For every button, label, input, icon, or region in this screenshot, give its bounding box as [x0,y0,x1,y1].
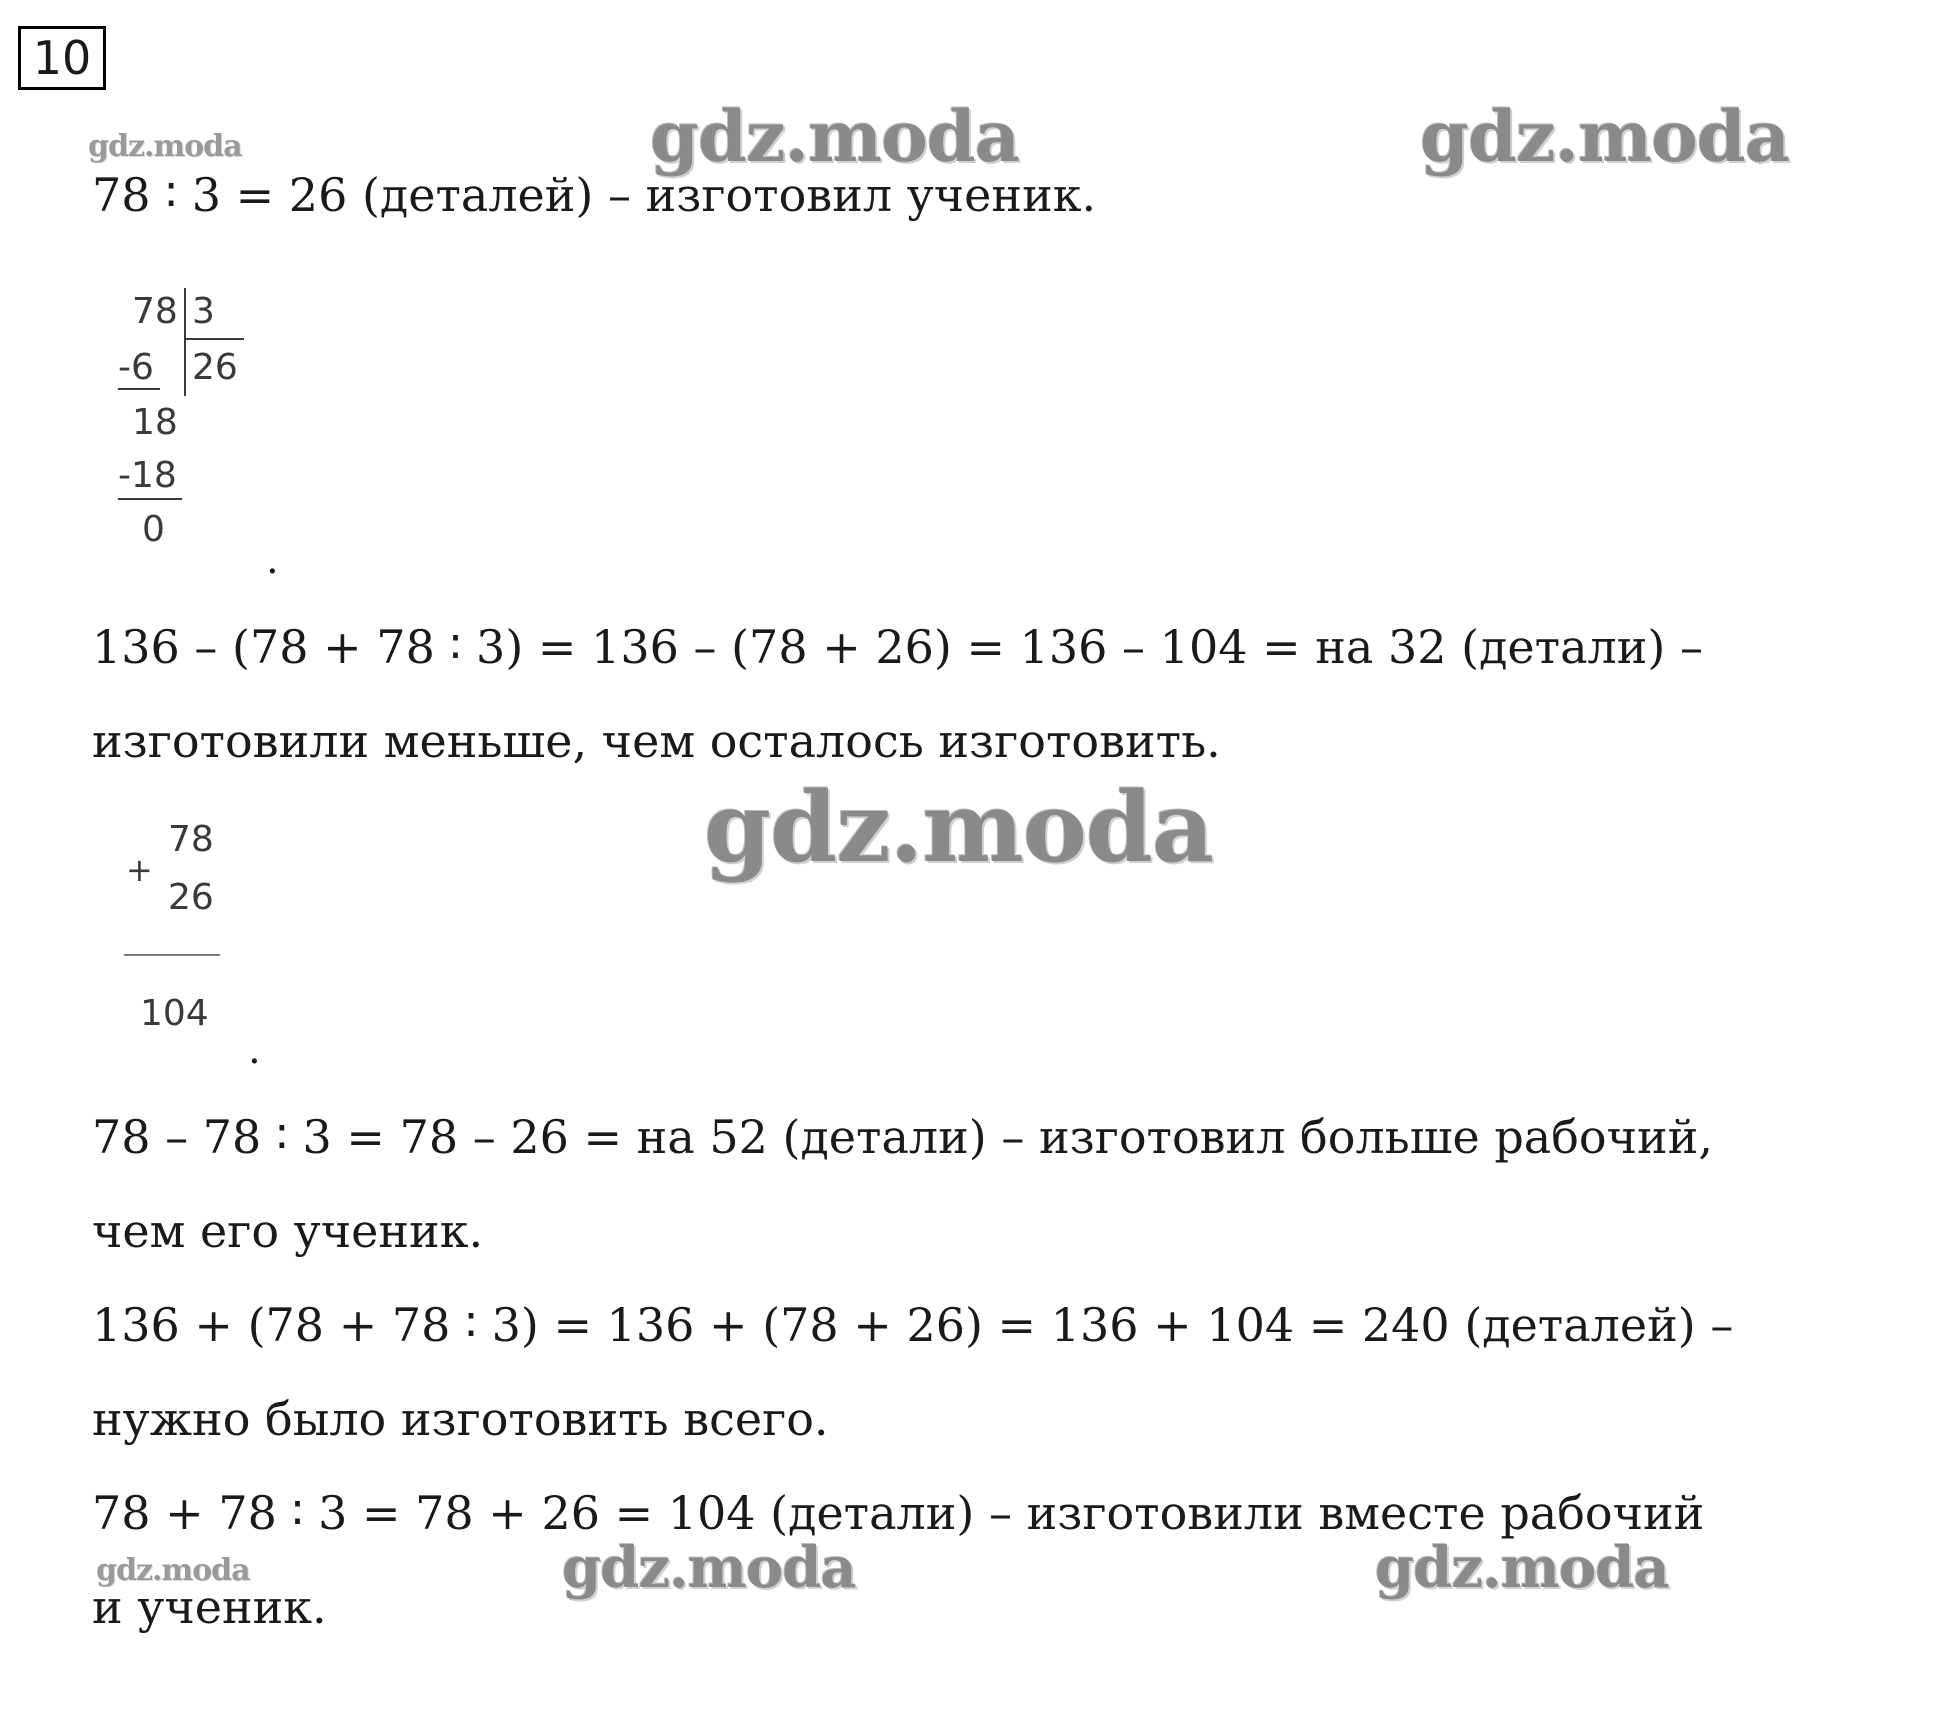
watermark-top-right: gdz.moda [1420,95,1790,178]
division-subtract-1: -6 [118,347,154,388]
solution-line-1: 78 ∶ 3 = 26 (деталей) – изготовил ученик. [92,168,1097,222]
watermark-bottom-right: gdz.moda [1375,1535,1669,1601]
task-number: 10 [18,26,106,90]
division-result: 0 [142,509,165,550]
division-divisor: 3 [192,291,215,332]
watermark-center: gdz.moda [704,771,1214,884]
addition-sum: 104 [140,993,209,1034]
division-subtract-2: -18 [118,455,177,496]
addition-term-2: 26 [168,877,214,918]
watermark-small-top: gdz.moda [88,129,242,164]
division-line-1 [118,388,160,390]
division-dividend: 78 [132,291,178,332]
watermark-small-bottom: gdz.moda [96,1553,250,1588]
addition-term-1: 78 [168,819,214,860]
addition-period: . [248,1027,261,1073]
division-quotient: 26 [192,347,238,388]
division-period: . [266,537,279,583]
division-vertical-line [184,288,186,396]
solution-line-3b: чем его ученик. [92,1204,484,1258]
division-line-2 [118,498,182,500]
solution-line-4b: нужно было изготовить всего. [92,1392,829,1446]
solution-line-5a: 78 + 78 ∶ 3 = 78 + 26 = 104 (детали) – изготовили вместе рабочий [92,1486,1705,1540]
solution-line-5b: и ученик. [92,1580,327,1634]
addition-plus: + [126,851,153,889]
solution-line-2a: 136 – (78 + 78 ∶ 3) = 136 – (78 + 26) = 136 – 104 = на 32 (детали) – [92,620,1703,674]
watermark-top-center: gdz.moda [650,95,1020,178]
division-remainder-1: 18 [132,402,178,443]
solution-line-3a: 78 – 78 ∶ 3 = 78 – 26 = на 52 (детали) – изготовил больше рабочий, [92,1110,1713,1164]
division-divisor-underline [186,338,244,340]
solution-line-2b: изготовили меньше, чем осталось изготовить. [92,714,1221,768]
solution-line-4a: 136 + (78 + 78 ∶ 3) = 136 + (78 + 26) = 136 + 104 = 240 (деталей) – [92,1298,1734,1352]
watermark-bottom-center: gdz.moda [562,1535,856,1601]
addition-line [124,954,220,956]
